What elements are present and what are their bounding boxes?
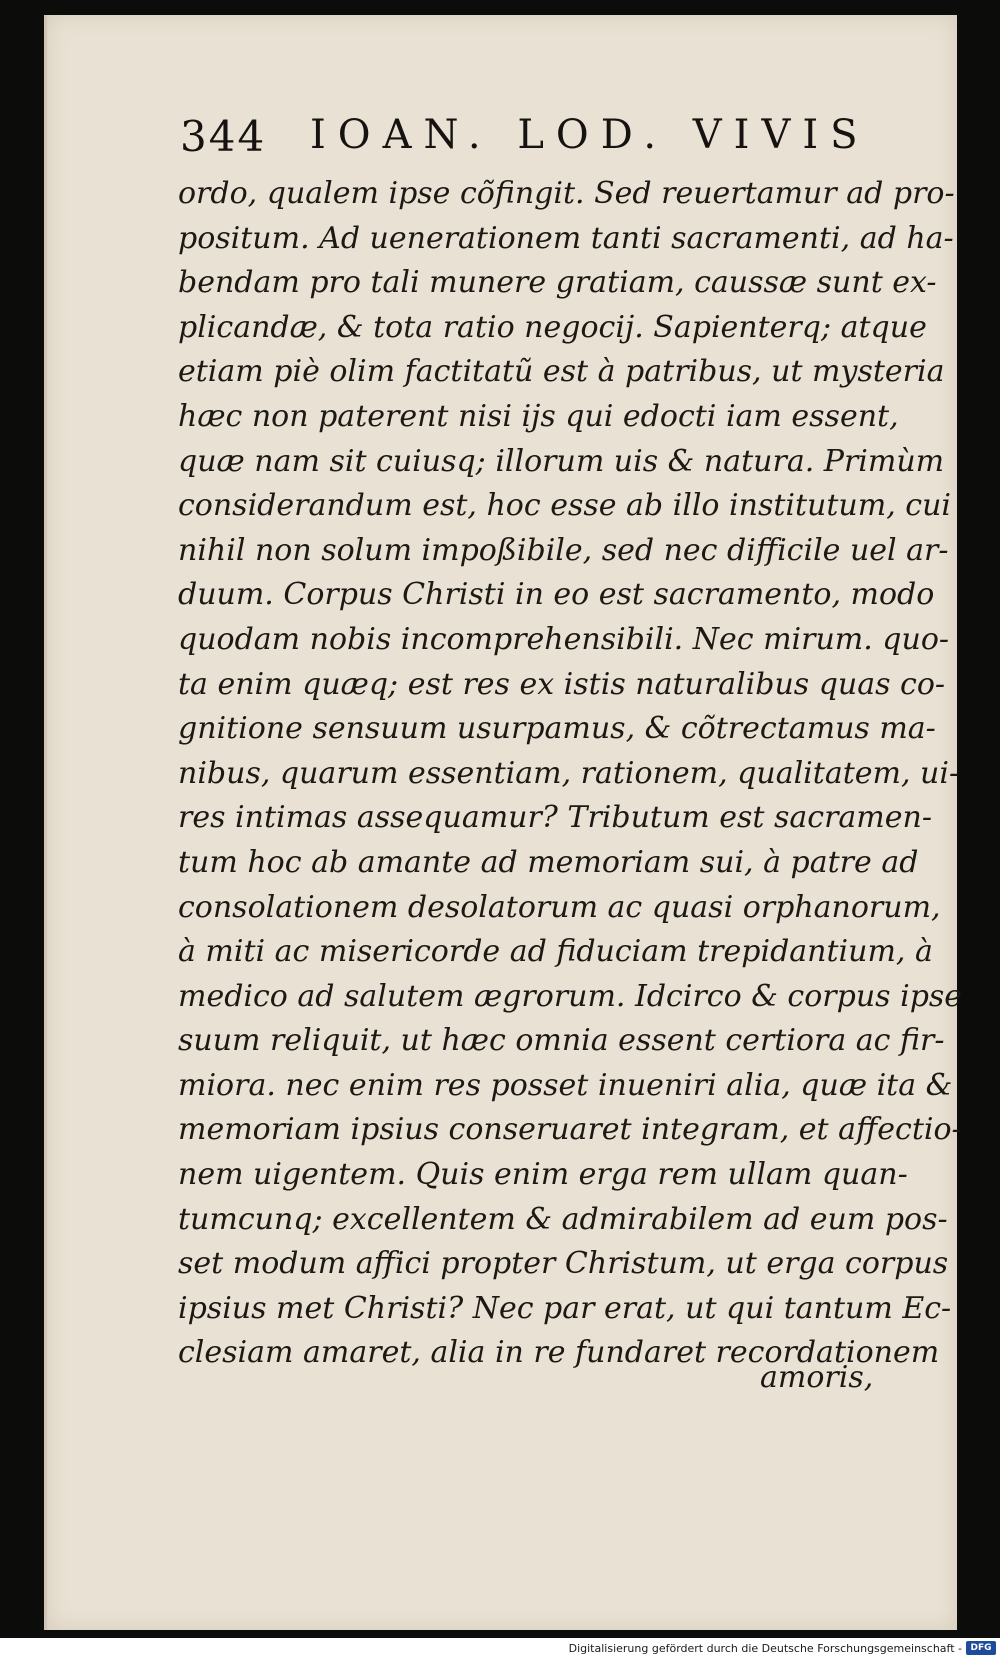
text-line: ta enim quæq; est res ex istis naturalibus quas co- bbox=[178, 666, 946, 702]
text-line: plicandæ, & tota ratio negocij. Sapienterq; atque bbox=[178, 309, 927, 345]
text-line: suum reliquit, ut hæc omnia essent certiora ac fir- bbox=[178, 1023, 945, 1059]
text-line: clesiam amaret, alia in re fundaret recordationem bbox=[178, 1335, 940, 1371]
text-line: considerandum est, hoc esse ab illo institutum, cui bbox=[178, 488, 951, 524]
page-header bbox=[180, 108, 870, 168]
text-line: ordo, qualem ipse cõfingit. Sed reuertamur ad pro- bbox=[178, 176, 955, 211]
text-line: duum. Corpus Christi in eo est sacramento, modo bbox=[178, 577, 935, 613]
text-line: nihil non solum impoßibile, sed nec difficile uel ar- bbox=[178, 532, 949, 568]
text-line: bendam pro tali munere gratiam, caussæ sunt ex- bbox=[178, 265, 937, 301]
footer-bar bbox=[0, 1638, 1000, 1661]
text-line: res intimas assequamur? Tributum est sacramen- bbox=[178, 800, 932, 836]
text-line: medico ad salutem ægrorum. Idcirco & corpus ipse bbox=[178, 978, 963, 1014]
text-line: memoriam ipsius conseruaret integram, et affectio- bbox=[178, 1112, 962, 1148]
text-line: consolationem desolatorum ac quasi orphanorum, bbox=[178, 889, 941, 925]
text-line: etiam piè olim factitatũ est à patribus, ut mysteria bbox=[178, 354, 945, 390]
text-line: positum. Ad uenerationem tanti sacramenti, ad ha- bbox=[178, 220, 954, 256]
page-number: 344 bbox=[180, 112, 267, 161]
text-line: gnitione sensuum usurpamus, & cõtrectamus ma- bbox=[178, 711, 936, 747]
body-text bbox=[178, 172, 963, 1376]
text-line: quæ nam sit cuiusq; illorum uis & natura. Primùm bbox=[178, 443, 945, 479]
text-line: ipsius met Christi? Nec par erat, ut qui tantum Ec- bbox=[178, 1290, 952, 1326]
catchword: amoris, bbox=[760, 1360, 874, 1395]
text-line: set modum affici propter Christum, ut erga corpus bbox=[178, 1246, 949, 1282]
text-line: miora. nec enim res posset inueniri alia, quæ ita & bbox=[178, 1067, 953, 1103]
text-line: nem uigentem. Quis enim erga rem ullam quan- bbox=[178, 1157, 908, 1193]
footer-credit: Digitalisierung gefördert durch die Deutsche Forschungsgemeinschaft - bbox=[568, 1642, 962, 1655]
text-line: tum hoc ab amante ad memoriam sui, à patre ad bbox=[178, 844, 919, 880]
text-line: hæc non paterent nisi ijs qui edocti iam essent, bbox=[178, 398, 899, 434]
running-title: IOAN. LOD. VIVIS bbox=[310, 112, 870, 158]
text-line: à miti ac misericorde ad fiduciam trepidantium, à bbox=[178, 934, 933, 970]
text-line: quodam nobis incomprehensibili. Nec mirum. quo- bbox=[178, 621, 950, 657]
text-line: nibus, quarum essentiam, rationem, qualitatem, ui- bbox=[178, 755, 960, 791]
dfg-logo-icon: DFG bbox=[966, 1641, 996, 1655]
text-line: tumcunq; excellentem & admirabilem ad eum pos- bbox=[178, 1201, 948, 1237]
